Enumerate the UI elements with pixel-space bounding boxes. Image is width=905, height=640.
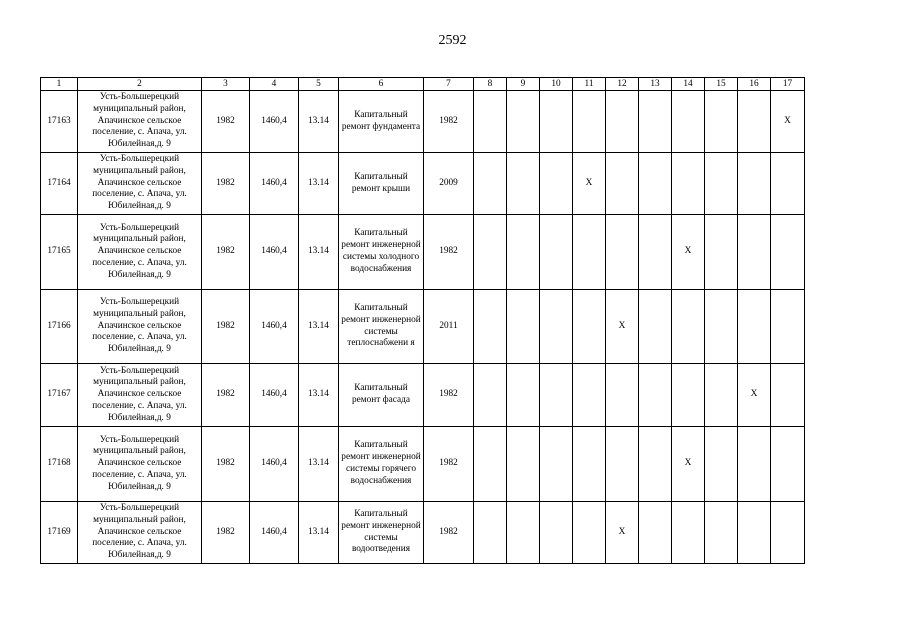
repair-table	[40, 77, 805, 564]
table-row	[41, 153, 805, 215]
mark-cell: Х	[672, 215, 705, 290]
mark-cell: Х	[738, 364, 771, 427]
empty-cell	[639, 91, 672, 153]
build-year-cell: 1982	[202, 91, 250, 153]
mark-cell: Х	[672, 427, 705, 502]
area-cell: 1460,4	[250, 153, 299, 215]
empty-cell	[540, 502, 573, 564]
empty-cell	[474, 364, 507, 427]
empty-cell	[639, 427, 672, 502]
empty-cell	[639, 364, 672, 427]
empty-cell	[573, 215, 606, 290]
empty-cell	[771, 427, 805, 502]
column-header: 17	[771, 78, 805, 91]
row-id: 17166	[41, 290, 78, 364]
empty-cell	[573, 290, 606, 364]
row-id: 17169	[41, 502, 78, 564]
plan-year-cell: 1982	[424, 215, 474, 290]
column-header: 16	[738, 78, 771, 91]
empty-cell	[474, 427, 507, 502]
table-body	[41, 91, 805, 564]
empty-cell	[573, 427, 606, 502]
address-cell: Усть-Большерецкий муниципальный район, Апачинское сельское поселение, с. Апача, ул. Юбилейная,д. 9	[78, 427, 202, 502]
empty-cell	[540, 91, 573, 153]
empty-cell	[474, 502, 507, 564]
row-id: 17168	[41, 427, 78, 502]
empty-cell	[573, 502, 606, 564]
plan-year-cell: 2011	[424, 290, 474, 364]
empty-cell	[507, 153, 540, 215]
area-cell: 1460,4	[250, 91, 299, 153]
empty-cell	[705, 91, 738, 153]
plan-year-cell: 1982	[424, 427, 474, 502]
code-cell: 13.14	[299, 91, 339, 153]
page-number: 2592	[438, 33, 467, 48]
column-header: 2	[78, 78, 202, 91]
empty-cell	[771, 153, 805, 215]
header-row	[41, 78, 805, 91]
empty-cell	[738, 290, 771, 364]
work-type-cell: Капитальный ремонт крыши	[339, 153, 424, 215]
mark-cell: Х	[606, 290, 639, 364]
row-id: 17163	[41, 91, 78, 153]
build-year-cell: 1982	[202, 364, 250, 427]
work-type-cell: Капитальный ремонт инженерной системы горячего водоснабжения	[339, 427, 424, 502]
code-cell: 13.14	[299, 364, 339, 427]
empty-cell	[507, 91, 540, 153]
empty-cell	[474, 290, 507, 364]
build-year-cell: 1982	[202, 290, 250, 364]
empty-cell	[672, 502, 705, 564]
table-row	[41, 290, 805, 364]
empty-cell	[606, 91, 639, 153]
empty-cell	[738, 153, 771, 215]
work-type-cell: Капитальный ремонт фасада	[339, 364, 424, 427]
column-header: 13	[639, 78, 672, 91]
empty-cell	[540, 153, 573, 215]
empty-cell	[606, 153, 639, 215]
column-header: 7	[424, 78, 474, 91]
empty-cell	[738, 215, 771, 290]
empty-cell	[771, 290, 805, 364]
code-cell: 13.14	[299, 502, 339, 564]
empty-cell	[639, 215, 672, 290]
empty-cell	[771, 502, 805, 564]
work-type-cell: Капитальный ремонт инженерной системы водоотведения	[339, 502, 424, 564]
mark-cell: Х	[771, 91, 805, 153]
empty-cell	[672, 290, 705, 364]
empty-cell	[507, 364, 540, 427]
column-header: 9	[507, 78, 540, 91]
mark-cell: Х	[606, 502, 639, 564]
empty-cell	[705, 215, 738, 290]
table-row	[41, 215, 805, 290]
table-row	[41, 91, 805, 153]
empty-cell	[507, 502, 540, 564]
address-cell: Усть-Большерецкий муниципальный район, Апачинское сельское поселение, с. Апача, ул. Юбилейная,д. 9	[78, 502, 202, 564]
empty-cell	[474, 153, 507, 215]
area-cell: 1460,4	[250, 427, 299, 502]
column-header: 8	[474, 78, 507, 91]
build-year-cell: 1982	[202, 215, 250, 290]
column-header: 14	[672, 78, 705, 91]
column-header: 15	[705, 78, 738, 91]
code-cell: 13.14	[299, 153, 339, 215]
code-cell: 13.14	[299, 427, 339, 502]
empty-cell	[540, 290, 573, 364]
plan-year-cell: 2009	[424, 153, 474, 215]
column-header: 11	[573, 78, 606, 91]
empty-cell	[507, 215, 540, 290]
empty-cell	[738, 502, 771, 564]
empty-cell	[540, 427, 573, 502]
empty-cell	[606, 364, 639, 427]
column-header: 12	[606, 78, 639, 91]
empty-cell	[672, 91, 705, 153]
empty-cell	[738, 91, 771, 153]
address-cell: Усть-Большерецкий муниципальный район, Апачинское сельское поселение, с. Апача, ул. Юбилейная,д. 9	[78, 364, 202, 427]
area-cell: 1460,4	[250, 290, 299, 364]
row-id: 17167	[41, 364, 78, 427]
empty-cell	[705, 502, 738, 564]
column-header: 6	[339, 78, 424, 91]
empty-cell	[771, 364, 805, 427]
empty-cell	[474, 91, 507, 153]
table-row	[41, 427, 805, 502]
address-cell: Усть-Большерецкий муниципальный район, Апачинское сельское поселение, с. Апача, ул. Юбилейная,д. 9	[78, 91, 202, 153]
row-id: 17165	[41, 215, 78, 290]
empty-cell	[474, 215, 507, 290]
empty-cell	[606, 215, 639, 290]
empty-cell	[672, 153, 705, 215]
empty-cell	[738, 427, 771, 502]
empty-cell	[705, 153, 738, 215]
empty-cell	[672, 364, 705, 427]
build-year-cell: 1982	[202, 153, 250, 215]
column-header: 1	[41, 78, 78, 91]
mark-cell: Х	[573, 153, 606, 215]
empty-cell	[540, 215, 573, 290]
column-header: 10	[540, 78, 573, 91]
empty-cell	[639, 290, 672, 364]
area-cell: 1460,4	[250, 364, 299, 427]
address-cell: Усть-Большерецкий муниципальный район, Апачинское сельское поселение, с. Апача, ул. Юбилейная,д. 9	[78, 290, 202, 364]
table-row	[41, 502, 805, 564]
column-header: 5	[299, 78, 339, 91]
empty-cell	[705, 427, 738, 502]
empty-cell	[639, 153, 672, 215]
area-cell: 1460,4	[250, 215, 299, 290]
empty-cell	[573, 91, 606, 153]
build-year-cell: 1982	[202, 502, 250, 564]
empty-cell	[606, 427, 639, 502]
empty-cell	[705, 364, 738, 427]
row-id: 17164	[41, 153, 78, 215]
empty-cell	[573, 364, 606, 427]
empty-cell	[639, 502, 672, 564]
code-cell: 13.14	[299, 215, 339, 290]
build-year-cell: 1982	[202, 427, 250, 502]
column-header: 3	[202, 78, 250, 91]
empty-cell	[540, 364, 573, 427]
empty-cell	[771, 215, 805, 290]
plan-year-cell: 1982	[424, 502, 474, 564]
table-row	[41, 364, 805, 427]
work-type-cell: Капитальный ремонт фундамента	[339, 91, 424, 153]
code-cell: 13.14	[299, 290, 339, 364]
plan-year-cell: 1982	[424, 91, 474, 153]
empty-cell	[507, 427, 540, 502]
area-cell: 1460,4	[250, 502, 299, 564]
work-type-cell: Капитальный ремонт инженерной системы холодного водоснабжения	[339, 215, 424, 290]
empty-cell	[705, 290, 738, 364]
column-header: 4	[250, 78, 299, 91]
plan-year-cell: 1982	[424, 364, 474, 427]
work-type-cell: Капитальный ремонт инженерной системы теплоснабжени я	[339, 290, 424, 364]
address-cell: Усть-Большерецкий муниципальный район, Апачинское сельское поселение, с. Апача, ул. Юбилейная,д. 9	[78, 215, 202, 290]
address-cell: Усть-Большерецкий муниципальный район, Апачинское сельское поселение, с. Апача, ул. Юбилейная,д. 9	[78, 153, 202, 215]
empty-cell	[507, 290, 540, 364]
